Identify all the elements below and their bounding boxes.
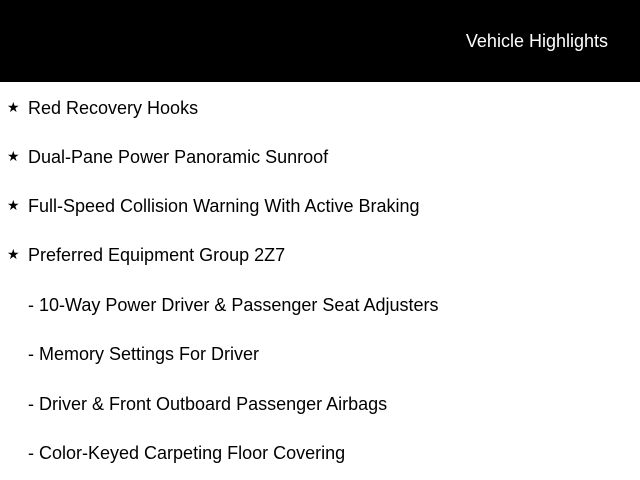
- list-item-label: - Memory Settings For Driver: [28, 344, 260, 364]
- header-bar: [0, 0, 640, 82]
- list-item-label: Preferred Equipment Group 2Z7: [28, 245, 286, 265]
- list-item: [0, 442, 640, 466]
- list-item: [0, 97, 640, 121]
- star-icon: ★: [7, 246, 20, 262]
- list-item-label: Dual-Pane Power Panoramic Sunroof: [28, 147, 329, 167]
- list-item: [0, 146, 640, 170]
- page-title: Vehicle Highlights: [465, 31, 608, 51]
- list-item: [0, 244, 640, 268]
- list-item: [0, 343, 640, 367]
- star-icon: ★: [7, 197, 20, 213]
- list-item-label: - 10-Way Power Driver & Passenger Seat Adjusters: [28, 295, 439, 315]
- star-icon: ★: [7, 99, 20, 115]
- list-item-label: Full-Speed Collision Warning With Active Braking: [28, 196, 420, 216]
- list-item: [0, 195, 640, 219]
- list-item-label: Red Recovery Hooks: [28, 98, 199, 118]
- list-item-label: - Driver & Front Outboard Passenger Airbags: [28, 394, 388, 414]
- list-item: [0, 393, 640, 417]
- list-item: [0, 294, 640, 318]
- list-item-label: - Color-Keyed Carpeting Floor Covering: [28, 443, 346, 463]
- star-icon: ★: [7, 148, 20, 164]
